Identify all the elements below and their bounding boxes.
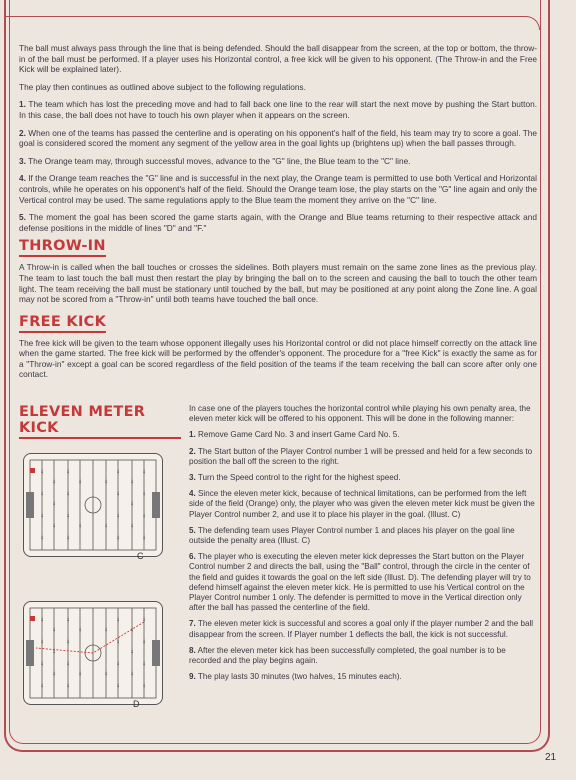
rule-3 [19,156,537,167]
step-text: The player who is executing the eleven meter kick depresses the Start button on the Player Control number 2 and directs the ball, using the "Ball" control, through the circle in the center of the field and guides it towards the goal on the left side (Illust. D). The defending player will try to defend himself against the eleven meter kick. He is permitted to use his Vertical control on the Player Control number 1 only. The defender is permitted to move in the Vertical direction only after the ball has passed the centerline of the field. [189,552,531,613]
svg-text:ᚼ: ᚼ [116,512,121,520]
svg-text:ᚼ: ᚼ [142,534,147,542]
free-kick-heading: FREE KICK [19,314,106,333]
svg-text:ᚼ: ᚼ [116,534,121,542]
svg-text:ᚼ: ᚼ [142,660,147,668]
svg-text:ᚼ: ᚼ [40,616,45,624]
svg-text:ᚼ: ᚼ [130,626,135,634]
svg-text:ᚼ: ᚼ [52,670,57,678]
svg-text:ᚼ: ᚼ [78,670,83,678]
svg-text:ᚼ: ᚼ [78,626,83,634]
rule-4 [19,173,537,205]
illustration-c [23,453,163,557]
svg-text:ᚼ: ᚼ [116,638,121,646]
svg-text:ᚼ: ᚼ [78,478,83,486]
svg-text:ᚼ: ᚼ [104,478,109,486]
svg-text:ᚼ: ᚼ [66,616,71,624]
eleven-meter-intro: In case one of the players touches the horizontal control while playing his own penalty area, the eleven meter kick will be offered to his opponent. This will be done in the following manner: [189,404,531,424]
main-content [19,43,537,387]
step-number: 2. [189,446,196,456]
svg-text:ᚼ: ᚼ [142,490,147,498]
svg-text:ᚼ: ᚼ [40,468,45,476]
svg-text:ᚼ: ᚼ [66,468,71,476]
rule-number: 2. [19,127,26,138]
rule-5 [19,212,537,233]
svg-text:ᚼ: ᚼ [66,490,71,498]
throw-in-text: A Throw-in is called when the ball touches or crosses the sidelines. Both players must remain on the same zone lines as the previous play. The team to last touch the ball must then restart the play by bringing the ball on to the screen and causing the ball to touch the other team light. The team receiving the ball must be stationary until touched by the ball, but may be positioned at any point along the Zone line. A goal may not be scored from a "Throw-in" until both teams have touched the ball once. [19,262,537,305]
rule-number: 4. [19,173,26,184]
intro-paragraph-1: The ball must always pass through the line that is being defended. Should the ball disappear from the screen, at the top or bottom, the throw-in of the ball must be performed. If a player uses his Horizontal control, a free kick will be given to his opponent. (The Throw-in and the Free Kick will be explained later). [19,43,537,75]
step-9 [189,672,537,682]
step-number: 4. [189,489,196,499]
svg-text:ᚼ: ᚼ [40,490,45,498]
svg-text:ᚼ: ᚼ [130,500,135,508]
step-8 [189,646,537,666]
svg-text:ᚼ: ᚼ [130,648,135,656]
svg-text:ᚼ: ᚼ [142,638,147,646]
rule-number: 1. [19,99,26,110]
step-number: 1. [189,430,196,440]
svg-text:ᚼ: ᚼ [116,490,121,498]
rule-text: The team which has lost the preceding move and had to fall back one line to the rear will start the next move by pushing the Start button. In this case, the ball does not have to touch his own player when it appears on the screen. [19,99,537,120]
field-diagram-c [24,454,162,556]
eleven-meter-heading: ELEVEN METER KICK [19,404,181,439]
step-2 [189,447,537,467]
illustration-c-label: C [137,551,144,561]
rule-text: The Orange team may, through successful moves, advance to the "G" line, the Blue team to the "C" line. [28,155,411,166]
svg-text:ᚼ: ᚼ [104,522,109,530]
step-3 [189,473,537,483]
svg-text:ᚼ: ᚼ [52,648,57,656]
step-4 [189,489,537,520]
svg-text:ᚼ: ᚼ [66,682,71,690]
svg-text:ᚼ: ᚼ [52,522,57,530]
svg-text:ᚼ: ᚼ [40,638,45,646]
step-number: 6. [189,552,196,562]
illustration-d-label: D [133,699,140,709]
eleven-meter-text [189,404,537,688]
svg-text:ᚼ: ᚼ [116,660,121,668]
step-text: The eleven meter kick is successful and scores a goal only if the player number 2 and the ball disappear from the screen. If Player number 1 deflects the ball, the kick is not successful. [189,619,534,639]
svg-text:ᚼ: ᚼ [40,534,45,542]
step-number: 8. [189,645,196,655]
svg-text:ᚼ: ᚼ [142,468,147,476]
rule-text: The moment the goal has been scored the game starts again, with the Orange and Blue teams returning to their respective attack and defense positions in the middle of lines "D" and "F." [19,212,537,233]
svg-text:ᚼ: ᚼ [142,616,147,624]
step-text: The play lasts 30 minutes (two halves, 15 minutes each). [197,672,402,682]
throw-in-heading: THROW-IN [19,238,106,257]
svg-text:ᚼ: ᚼ [66,638,71,646]
svg-text:ᚼ: ᚼ [78,522,83,530]
svg-text:ᚼ: ᚼ [40,682,45,690]
step-text: After the eleven meter kick has been successfully completed, the goal number is to be recorded and the play begins again. [189,645,506,666]
step-5 [189,526,537,546]
step-text: The defending team uses Player Control number 1 and places his player on the goal line outside the penalty area (Illust. C) [189,525,515,546]
svg-text:ᚼ: ᚼ [130,670,135,678]
step-6 [189,552,537,613]
rule-number: 3. [19,155,26,166]
rule-2 [19,128,537,149]
rule-text: If the Orange team reaches the "G" line and is successful in the next play, the Orange team is permitted to use both Vertical and Horizontal controls, while he operates on his opponent's half of the field. Should the Orange team lose, the play starts on the "G" line again and only the Vertical control may be used. The same regulations apply to the Blue team the moment they arrive on the "C" line. [19,173,537,205]
step-number: 3. [189,473,196,483]
svg-text:ᚼ: ᚼ [40,512,45,520]
svg-text:ᚼ: ᚼ [52,626,57,634]
svg-text:ᚼ: ᚼ [142,512,147,520]
svg-text:ᚼ: ᚼ [130,478,135,486]
svg-text:ᚼ: ᚼ [66,512,71,520]
svg-text:ᚼ: ᚼ [104,626,109,634]
step-number: 5. [189,525,196,535]
illustration-column [19,404,181,709]
rule-1 [19,99,537,120]
svg-text:ᚼ: ᚼ [116,616,121,624]
svg-text:ᚼ: ᚼ [66,660,71,668]
svg-text:ᚼ: ᚼ [116,682,121,690]
svg-text:ᚼ: ᚼ [52,500,57,508]
svg-text:ᚼ: ᚼ [52,478,57,486]
rule-number: 5. [19,212,26,223]
svg-text:ᚼ: ᚼ [130,522,135,530]
rule-text: When one of the teams has passed the centerline and is operating on his opponent's half of the field, his team may try to score a goal. The goal is considered scored the moment any segment of the yellow area in the goal lights up (brightens up) when the ball passes through. [19,127,537,149]
top-border-line [4,16,540,30]
intro-paragraph-2: The play then continues as outlined above subject to the following regulations. [19,81,306,92]
illustration-d [23,601,163,705]
page-number: 21 [545,752,557,763]
svg-text:ᚼ: ᚼ [40,660,45,668]
field-diagram-d [24,602,162,704]
step-number: 9. [189,672,196,682]
step-text: The Start button of the Player Control number 1 will be pressed and held for a few seconds to position the ball off the screen to the right. [189,446,533,466]
step-text: Remove Game Card No. 3 and insert Game Card No. 5. [198,430,400,440]
svg-text:ᚼ: ᚼ [104,670,109,678]
step-text: Since the eleven meter kick, because of technical limitations, can be performed from the left side of the field (Orange) only, the player who was given the eleven meter kick must be given the Player Control number 2, and use it to place his player in the goal. (Illust. C) [189,489,535,519]
svg-text:ᚼ: ᚼ [116,468,121,476]
svg-text:ᚼ: ᚼ [142,682,147,690]
step-7 [189,619,537,639]
step-1 [189,430,537,440]
step-text: Turn the Speed control to the right for the highest speed. [197,473,401,483]
svg-text:ᚼ: ᚼ [66,534,71,542]
free-kick-text: The free kick will be given to the team whose opponent illegally uses his Horizontal control or did not place himself correctly on the attack line when the game started. The free kick will be performed by the offender's opponent. The procedure for a "free Kick" is exactly the same as for a "Throw-in" except a goal can be scored regardless of the field position of the teams if the team receiving the ball can score after only one contact. [19,337,537,380]
step-number: 7. [189,619,196,629]
